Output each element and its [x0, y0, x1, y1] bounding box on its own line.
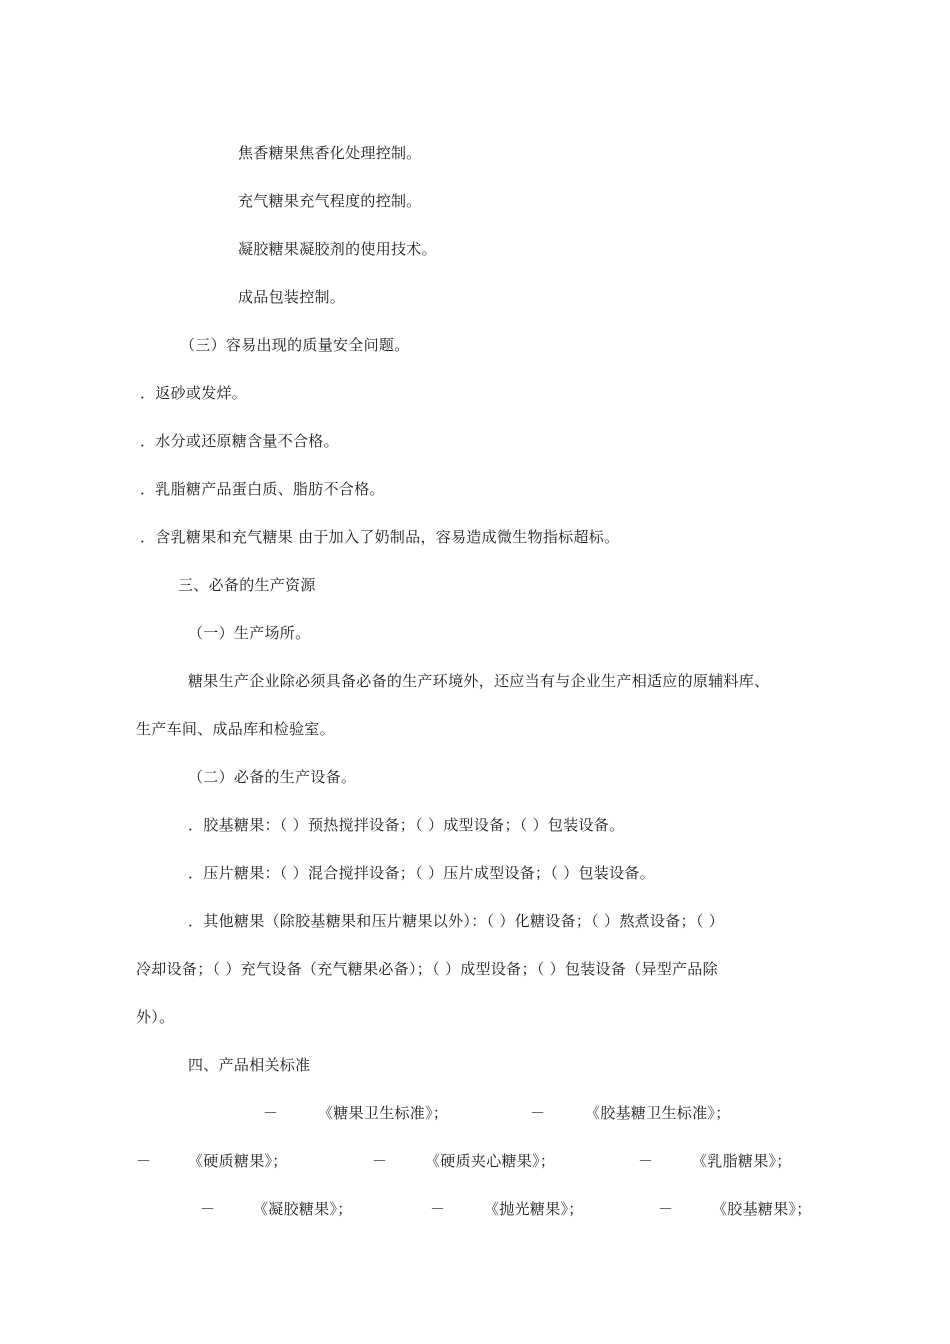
section-heading: 三、必备的生产资源 [178, 576, 316, 594]
standard-item: 《抛光糖果》； [484, 1200, 584, 1218]
list-item: ．返砂或发烊。 [140, 384, 248, 402]
list-item: ．含乳糖果和充气糖果 由于加入了奶制品，容易造成微生物指标超标。 [140, 528, 620, 546]
dash-mark: － [200, 1200, 216, 1218]
dash-mark: － [530, 1104, 546, 1122]
paragraph: 生产车间、成品库和检验室。 [136, 720, 335, 738]
paragraph: 外）。 [136, 1008, 175, 1026]
subsection-heading: （一）生产场所。 [188, 624, 311, 642]
dash-mark: － [430, 1200, 446, 1218]
paragraph: 成品包装控制。 [238, 288, 346, 306]
list-item: ．其他糖果（除胶基糖果和压片糖果以外）：（ ）化糖设备；（ ）熬煮设备；（ ） [188, 912, 725, 930]
standard-item: 《硬质夹心糖果》； [425, 1152, 556, 1170]
standard-item: 《糖果卫生标准》； [318, 1104, 449, 1122]
section-heading: （三）容易出现的质量安全问题。 [180, 336, 410, 354]
list-item: ．水分或还原糖含量不合格。 [140, 432, 339, 450]
paragraph: 糖果生产企业除必须具备必备的生产环境外，还应当有与企业生产相适应的原辅料库、 [188, 672, 770, 690]
subsection-heading: （二）必备的生产设备。 [188, 768, 357, 786]
dash-mark: － [136, 1152, 152, 1170]
paragraph: 凝胶糖果凝胶剂的使用技术。 [238, 240, 437, 258]
standard-item: 《凝胶糖果》； [253, 1200, 353, 1218]
paragraph: 焦香糖果焦香化处理控制。 [238, 144, 422, 162]
dash-mark: － [638, 1152, 654, 1170]
dash-mark: － [372, 1152, 388, 1170]
standard-item: 《硬质糖果》； [188, 1152, 288, 1170]
standard-item: 《胶基糖卫生标准》； [585, 1104, 731, 1122]
section-heading: 四、产品相关标准 [188, 1056, 311, 1074]
paragraph: 冷却设备；（ ）充气设备（充气糖果必备）；（ ）成型设备；（ ）包装设备（异型产品除 [136, 960, 718, 978]
dash-mark: － [658, 1200, 674, 1218]
list-item: ．乳脂糖产品蛋白质、脂肪不合格。 [140, 480, 385, 498]
list-item: ．胶基糖果：（ ）预热搅拌设备；（ ）成型设备；（ ）包装设备。 [188, 816, 625, 834]
list-item: ．压片糖果：（ ）混合搅拌设备；（ ）压片成型设备；（ ）包装设备。 [188, 864, 656, 882]
standard-item: 《胶基糖果》； [712, 1200, 812, 1218]
standard-item: 《乳脂糖果》； [692, 1152, 792, 1170]
paragraph: 充气糖果充气程度的控制。 [238, 192, 422, 210]
dash-mark: － [263, 1104, 279, 1122]
